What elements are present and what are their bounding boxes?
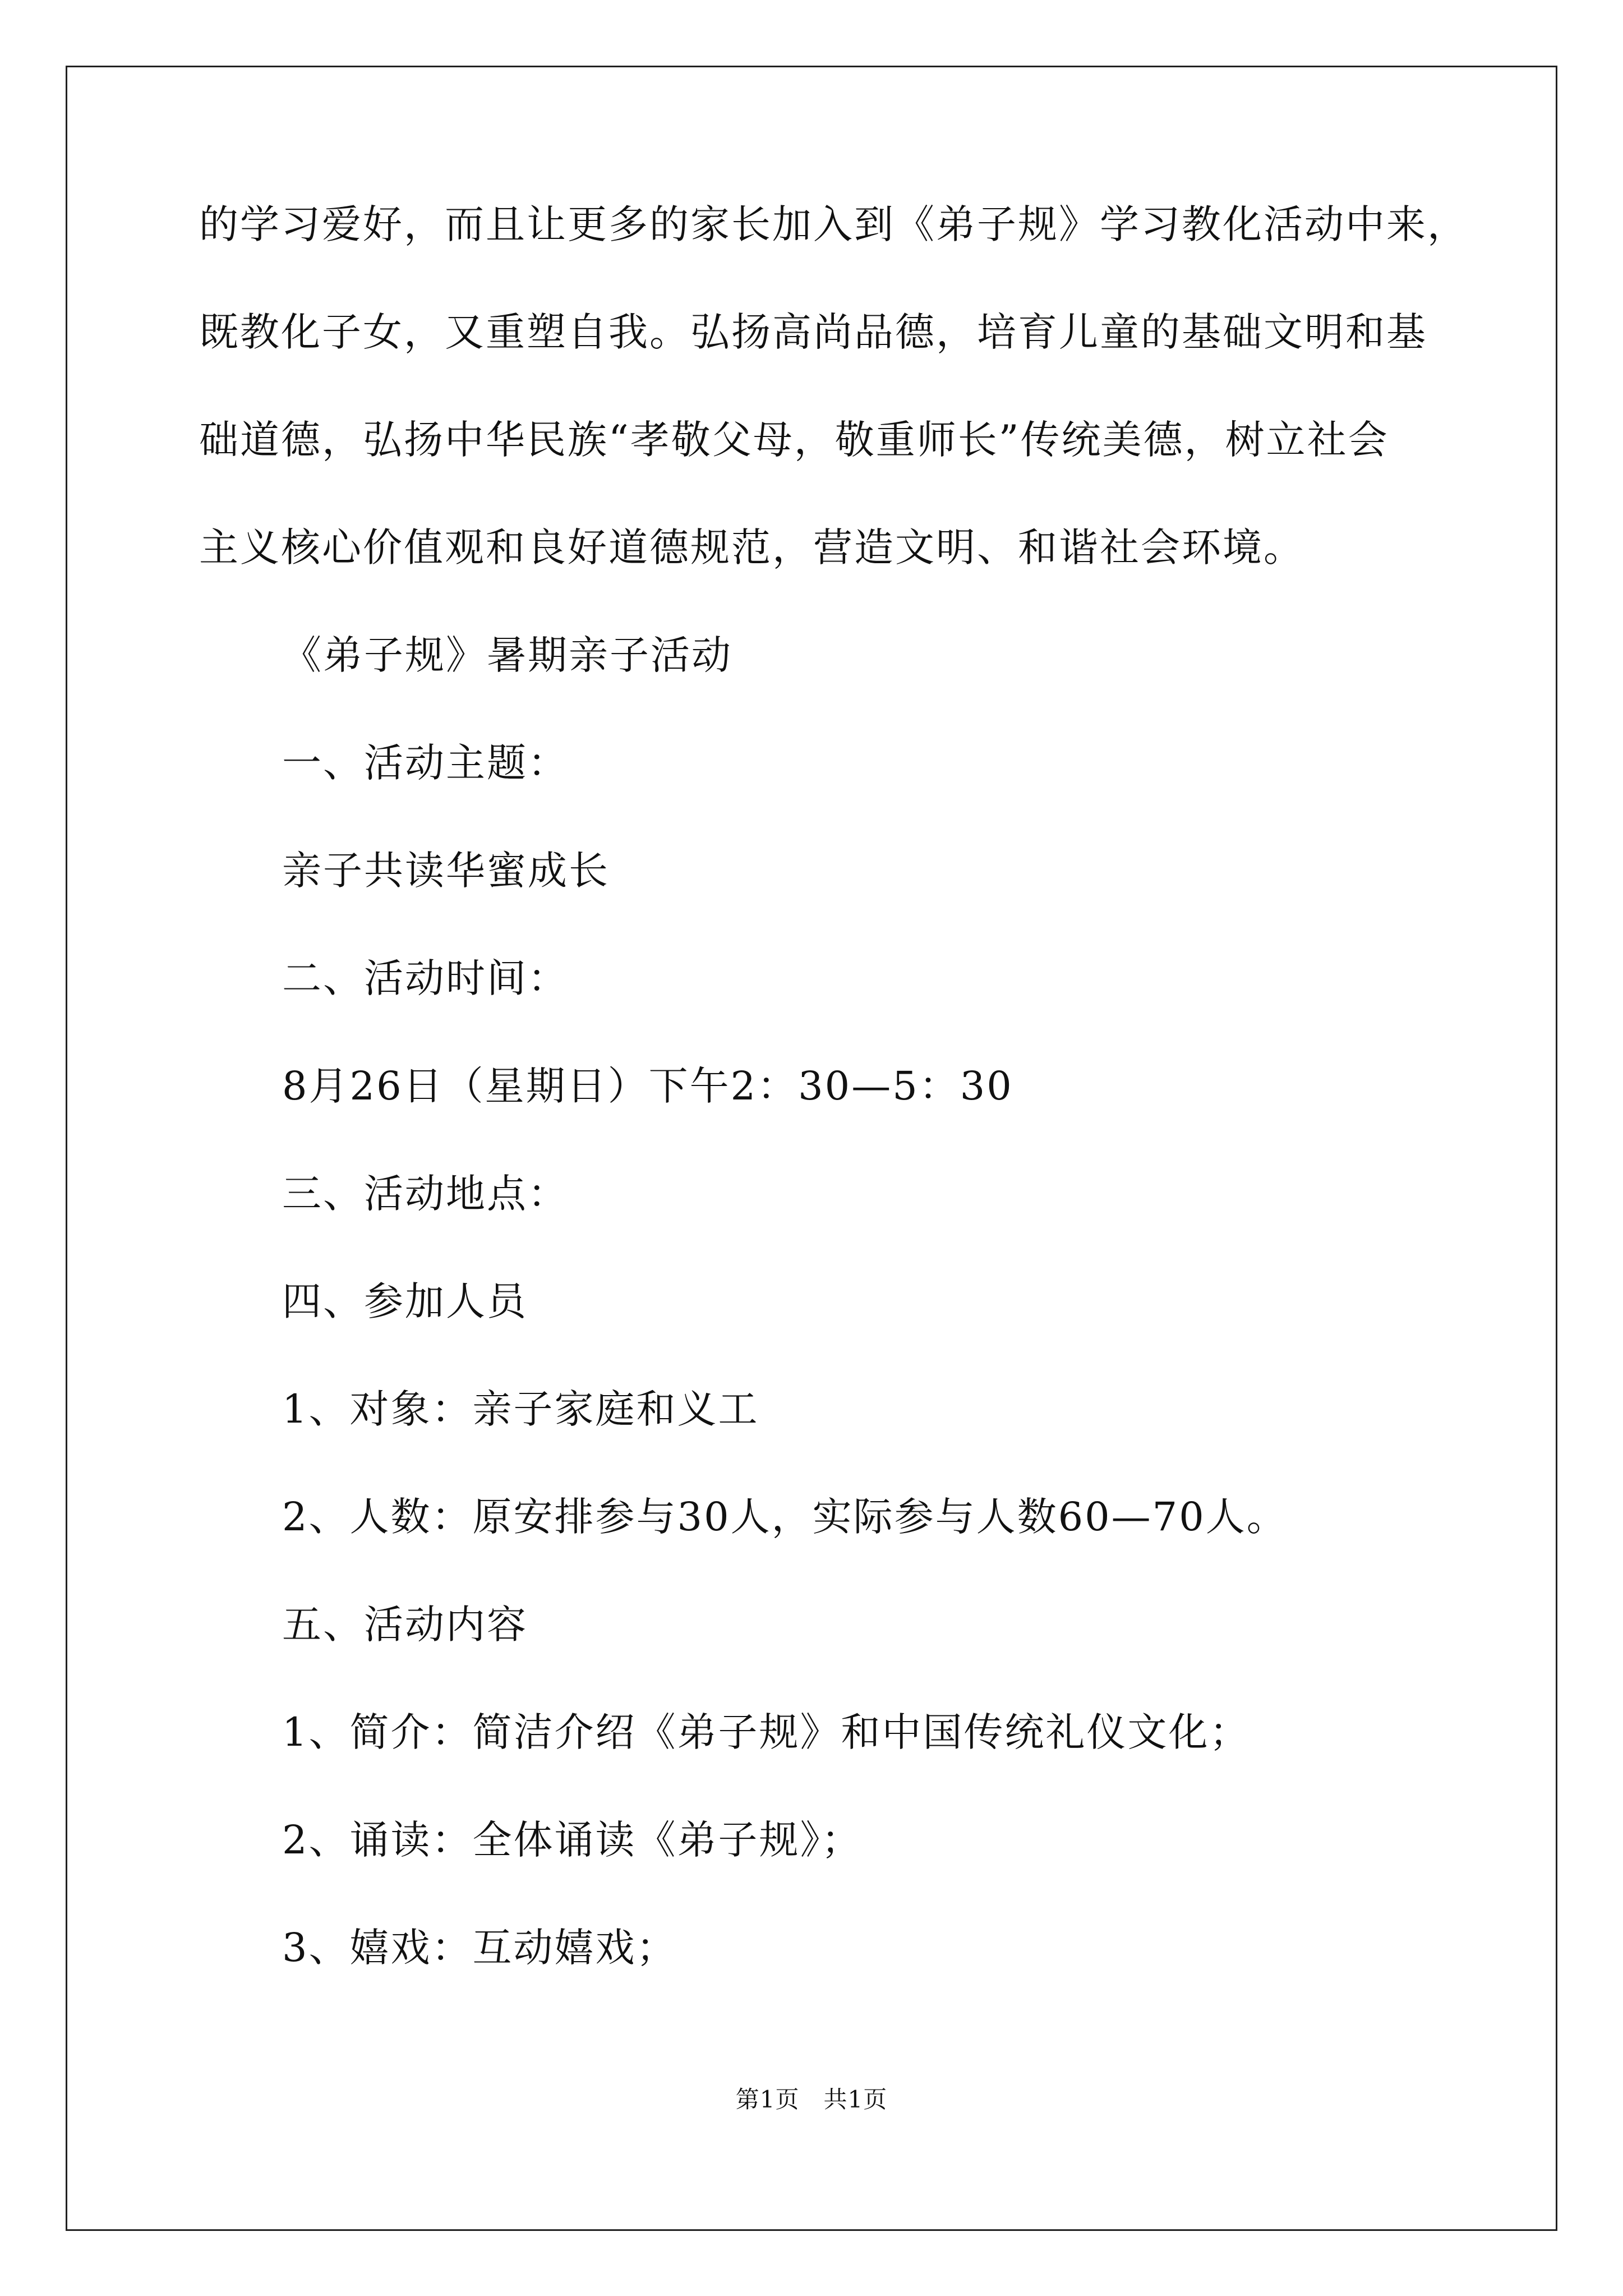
heading-participants: 四、参加人员: [282, 1278, 528, 1324]
content-item-games: 3、嬉戏：互动嬉戏；: [282, 1925, 677, 1971]
participants-target: 1、对象：亲子家庭和义工: [282, 1386, 759, 1432]
content-item-intro: 1、简介：简洁介绍《弟子规》和中国传统礼仪文化；: [282, 1709, 1251, 1755]
page-footer: 第1页 共1页: [735, 2086, 888, 2113]
document-body: [199, 202, 1467, 2033]
paragraph-line-2: 既教化子女，又重塑自我。弘扬高尚品德，培育儿童的基础文明和基: [199, 309, 1427, 355]
heading-activity-content: 五、活动内容: [282, 1602, 528, 1648]
paragraph-line-4: 主义核心价值观和良好道德规范，营造文明、和谐社会环境。: [199, 524, 1304, 570]
heading-activity-time: 二、活动时间：: [282, 955, 569, 1001]
paragraph-line-3: 础道德，弘扬中华民族“孝敬父母，敬重师长”传统美德，树立社会: [199, 417, 1389, 463]
activity-time-text: 8月26日（星期日）下午2：30—5：30: [282, 1063, 1013, 1109]
section-title: 《弟子规》暑期亲子活动: [282, 632, 732, 678]
paragraph-line-1: 的学习爱好，而且让更多的家长加入到《弟子规》学习教化活动中来，: [199, 201, 1468, 247]
participants-count: 2、人数：原安排参与30人，实际参与人数60—70人。: [282, 1494, 1288, 1540]
content-item-recite: 2、诵读：全体诵读《弟子规》；: [282, 1817, 863, 1863]
heading-activity-location: 三、活动地点：: [282, 1171, 569, 1217]
heading-activity-theme: 一、活动主题：: [282, 740, 569, 786]
activity-theme-text: 亲子共读华蜜成长: [282, 848, 610, 894]
